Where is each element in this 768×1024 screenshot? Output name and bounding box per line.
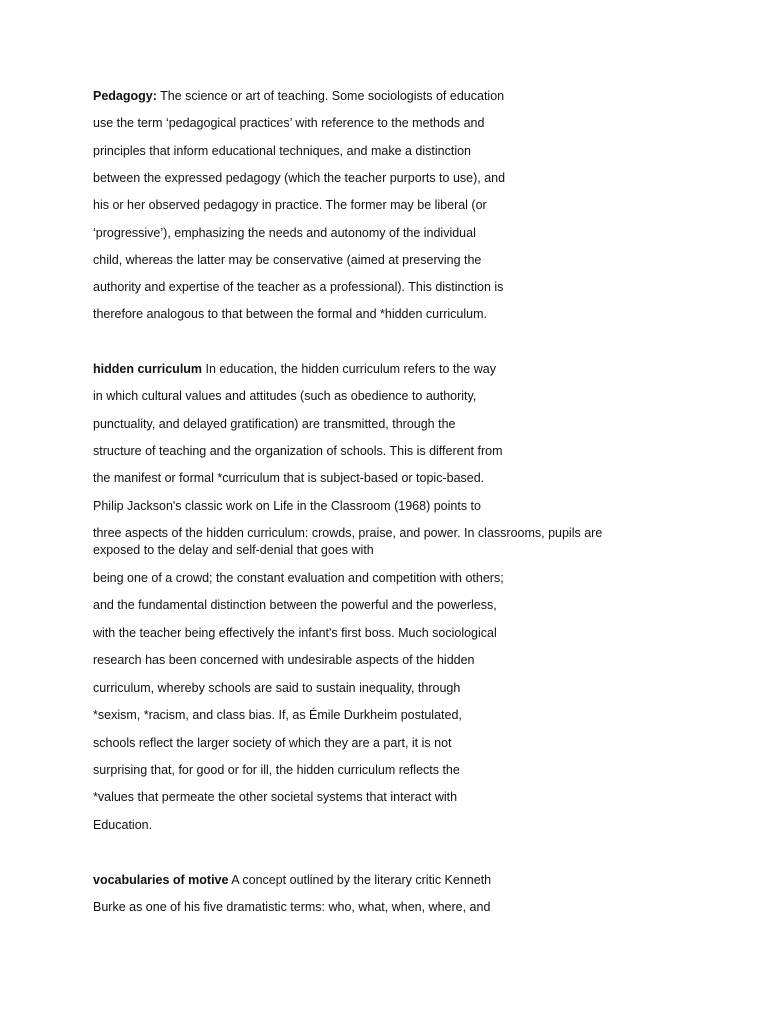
body-text: Philip Jackson's classic work on Life in the Classroom (1968) points to: [93, 499, 481, 513]
body-text: curriculum, whereby schools are said to sustain inequality, through: [93, 681, 461, 695]
entry-term-vocabularies-of-motive: vocabularies of motive: [93, 873, 229, 887]
body-text: Burke as one of his five dramatistic terms: who, what, when, where, and: [93, 900, 491, 914]
body-text: three aspects of the hidden curriculum: crowds, praise, and power. In classrooms, pupils are exposed to the delay and self-denial that goes with: [93, 526, 603, 557]
body-text: ‘progressive’), emphasizing the needs and autonomy of the individual: [93, 226, 476, 240]
entry-pedagogy-line-1: [93, 88, 504, 104]
body-text: punctuality, and delayed gratification) are transmitted, through the: [93, 417, 456, 431]
body-text: child, whereas the latter may be conservative (aimed at preserving the: [93, 253, 482, 267]
body-text: with the teacher being effectively the infant's first boss. Much sociological: [93, 626, 497, 640]
body-text: authority and expertise of the teacher as a professional). This distinction is: [93, 280, 504, 294]
body-text: the manifest or formal *curriculum that is subject-based or topic-based.: [93, 471, 485, 485]
entry-term-pedagogy: Pedagogy:: [93, 89, 157, 103]
body-text: in which cultural values and attitudes (such as obedience to authority,: [93, 389, 477, 403]
body-text: Education.: [93, 818, 153, 832]
body-text: The science or art of teaching. Some sociologists of education: [156, 89, 505, 103]
body-text: and the fundamental distinction between the powerful and the powerless,: [93, 598, 497, 612]
body-text: principles that inform educational techniques, and make a distinction: [93, 144, 471, 158]
body-text: use the term ‘pedagogical practices’ with reference to the methods and: [93, 116, 485, 130]
body-text: surprising that, for good or for ill, the hidden curriculum reflects the: [93, 763, 460, 777]
body-text: In education, the hidden curriculum refers to the way: [202, 362, 496, 376]
entry-hidden-curriculum-line-1: [93, 361, 496, 377]
body-text: research has been concerned with undesirable aspects of the hidden: [93, 653, 475, 667]
body-text: structure of teaching and the organization of schools. This is different from: [93, 444, 503, 458]
body-text: therefore analogous to that between the formal and *hidden curriculum.: [93, 307, 487, 321]
body-text: *sexism, *racism, and class bias. If, as Émile Durkheim postulated,: [93, 708, 462, 722]
body-text: schools reflect the larger society of which they are a part, it is not: [93, 736, 452, 750]
body-text: between the expressed pedagogy (which the teacher purports to use), and: [93, 171, 506, 185]
body-text: A concept outlined by the literary critic Kenneth: [228, 873, 492, 887]
body-text: his or her observed pedagogy in practice. The former may be liberal (or: [93, 198, 487, 212]
body-text: *values that permeate the other societal systems that interact with: [93, 790, 458, 804]
entry-term-hidden-curriculum: hidden curriculum: [93, 362, 203, 376]
entry-vocabularies-line-1: [93, 872, 491, 888]
body-text: being one of a crowd; the constant evaluation and competition with others;: [93, 571, 504, 585]
